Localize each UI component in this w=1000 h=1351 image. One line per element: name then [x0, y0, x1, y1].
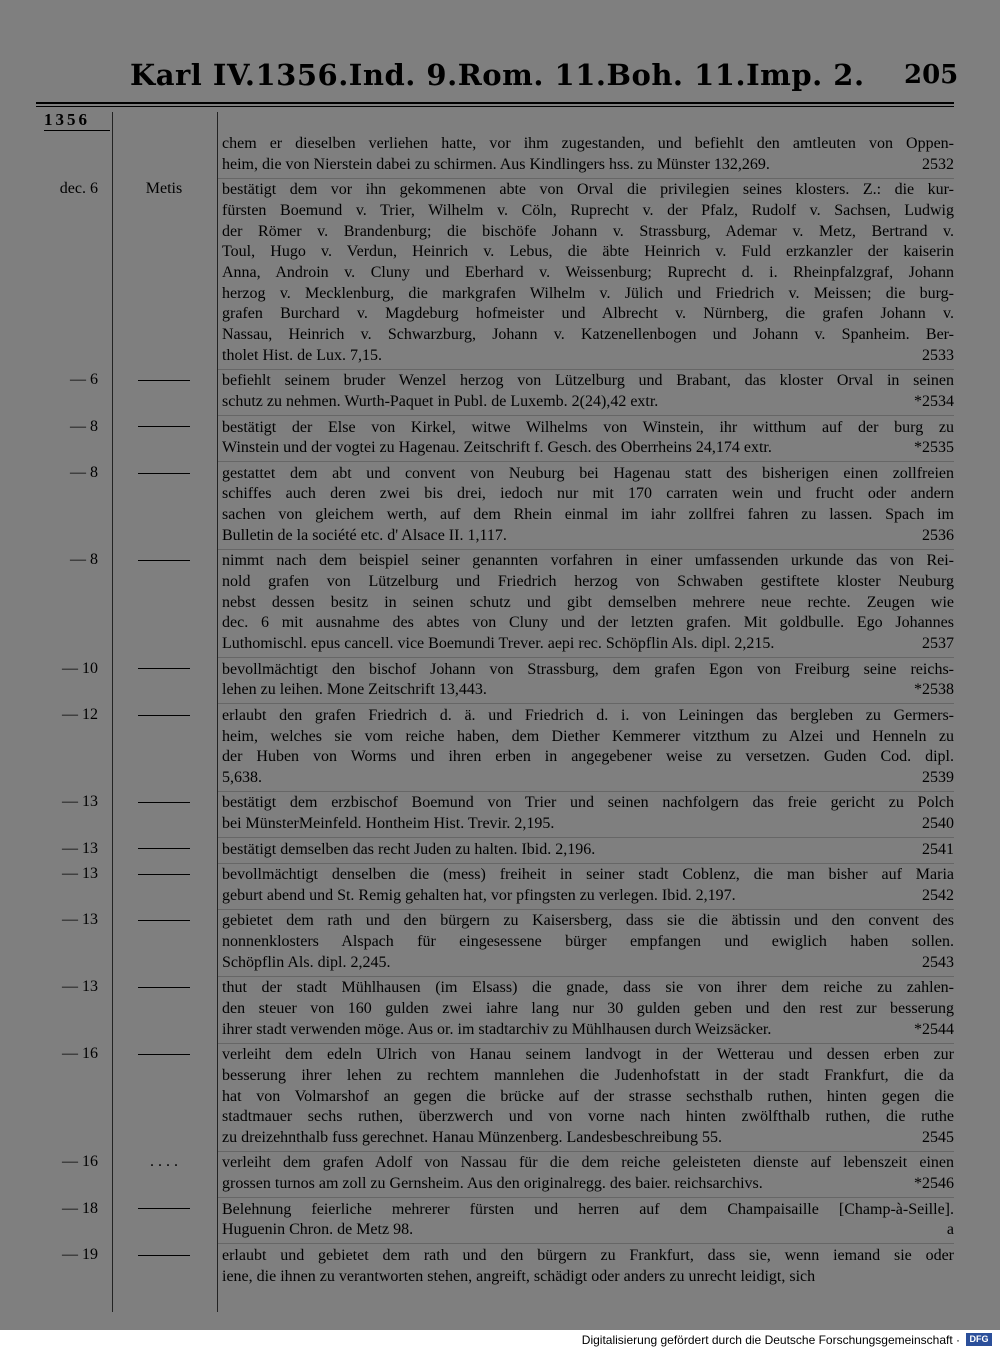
entry-text — [222, 865, 954, 906]
entry-line: Toul, Hugo v. Verdun, Heinrich v. Lebus, die äbte Heinrich v. Fuld erzkanzler der kaiserin — [222, 243, 954, 261]
entry-place — [118, 706, 210, 724]
entry-date: — 12 — [62, 705, 98, 723]
entry-place — [118, 551, 210, 569]
entry-separator — [218, 549, 954, 550]
entry-line: den steuer von 160 gulden zwei iahre lang nur 30 gulden geben und den rest zur besserung — [222, 999, 954, 1017]
entry-line: stadtmauer sechs ruthen, überzwerch und von vorne nach hinten zwölfthalb ruthen, die ruthe — [222, 1108, 954, 1126]
entry-text — [222, 706, 954, 789]
page-header — [0, 58, 1000, 98]
entry-place: . . . . — [150, 1153, 178, 1171]
entry-text — [222, 134, 954, 175]
entry-separator — [218, 909, 954, 910]
entry-line: hat von Volmarshof an gegen die brücke auf der strasse sechsthalb ruthen, hinten gegen die — [222, 1087, 954, 1105]
column-divider-date — [112, 112, 113, 1312]
entry-place — [118, 418, 210, 436]
ditto-dash — [138, 1255, 190, 1256]
entry-text — [222, 180, 954, 366]
entry-line: gestattet dem abt und convent von Neuburg bei Hagenau statt des bisherigen einen zollfreien — [222, 464, 954, 482]
entry-date: — 16 — [62, 1153, 98, 1171]
entry-line: Luthomischl. epus cancell. vice Boemundi Trever. aepi rec. Schöpflin Als. dipl. 2,215. 2537 — [222, 635, 954, 653]
entry-place — [118, 1200, 210, 1218]
entry-place — [118, 1045, 210, 1063]
entry-line: verleiht dem edeln Ulrich von Hanau seinem landvogt in der Wetterau und dessen erben zur — [222, 1046, 954, 1064]
entry-line: grossen turnos am zoll zu Gernsheim. Aus den originalregg. des baier. reichsarchivs. *2546 — [222, 1175, 954, 1193]
ditto-dash — [138, 560, 190, 561]
entry-text — [222, 840, 954, 861]
entry-date: — 13 — [62, 865, 98, 883]
entry-date: — 10 — [62, 659, 98, 677]
entry-separator — [218, 791, 954, 792]
entry-line: heim, welches sie vom reiche haben, dem Diether Kemmerer vitzthum zu Alzei und Henneln zu — [222, 727, 954, 745]
title-part: Rom. 11. — [457, 58, 607, 92]
entry-place — [118, 911, 210, 929]
entry-text — [222, 978, 954, 1040]
entry-line: grafen Burchard v. Magdeburg hofmeister und Albrecht v. Nürnberg, die grafen Johann v. — [222, 305, 954, 323]
entry-line: heim, die von Nierstein dabei zu schirmen. Aus Kindlingers hss. zu Münster 132,269. 2532 — [222, 155, 954, 173]
entry-separator — [218, 1243, 954, 1244]
title-part: Ind. 9. — [348, 58, 458, 92]
entry-line: Belehnung feierliche mehrerer fürsten und herren auf dem Champaisaille [Champ-à-Seille]. — [222, 1200, 954, 1218]
entry-line: der Römer v. Brandenburg; die bischöfe Johann v. Strassburg, Ademar v. Metz, Bertrand v. — [222, 222, 954, 240]
entry-separator — [218, 1197, 954, 1198]
entry-line: bevollmächtigt denselben die (mess) freiheit in seiner stadt Coblenz, die man bisher auf Maria — [222, 866, 954, 884]
entry-line: bestätigt dem erzbischof Boemund von Trier und seinen nachfolgern das freie gericht zu Polch — [222, 794, 954, 812]
ditto-dash — [138, 715, 190, 716]
entry-date: — 8 — [70, 417, 98, 435]
header-rule — [36, 102, 954, 104]
entry-line: iene, die ihnen zu verantworten stehen, angreift, schädigt oder anders zu unrecht leidigt, sich — [222, 1267, 816, 1285]
entry-text — [222, 464, 954, 547]
entry-line: herzog v. Mecklenburg, die markgrafen Wilhelm v. Jülich und Friedrich v. Meissen; die burg- — [222, 284, 954, 302]
entry-place — [118, 464, 210, 482]
entry-place — [118, 793, 210, 811]
entry-place — [118, 865, 210, 883]
entry-text — [222, 1246, 954, 1287]
entry-line: schutz zu nehmen. Wurth-Paquet in Publ. de Luxemb. 2(24),42 extr. *2534 — [222, 393, 954, 410]
entry-line: zu dreizehnthalb fuss gerechnet. Hanau Münzenberg. Landesbeschreibung 55. 2545 — [222, 1128, 954, 1146]
ditto-dash — [138, 987, 190, 988]
entry-line: lehen zu leihen. Mone Zeitschrift 13,443. *2538 — [222, 681, 954, 699]
entry-line: erlaubt den grafen Friedrich d. ä. und Friedrich d. i. von Leiningen das bergleben zu Germers- — [222, 706, 954, 724]
ditto-dash — [138, 426, 190, 427]
entry-line: chem er dieselben verliehen hatte, vor ihm zugestanden, und befiehlt den amtleuten von Oppen- — [222, 135, 954, 152]
entry-text — [222, 660, 954, 701]
entry-line: nimmt nach dem beispiel seiner genannten vorfahren in einer umfassenden urkunde das von Rei- — [222, 552, 954, 570]
entry-separator — [218, 863, 954, 864]
footer-credit: Digitalisierung gefördert durch die Deutsche Forschungsgemeinschaft · — [581, 1333, 960, 1347]
entry-place: Metis — [145, 180, 183, 198]
ditto-dash — [138, 920, 190, 921]
entry-line: tholet Hist. de Lux. 7,15. 2533 — [222, 346, 954, 364]
entry-place — [118, 371, 210, 389]
entry-line: schiffes auch deren zwei bis drei, iedoch nur mit 170 carraten wein und frucht oder andern — [222, 485, 954, 503]
entry-place — [118, 978, 210, 996]
entry-line: dec. 6 mit ausnahme des abtes von Cluny und der letzten grafen. Mit goldbulle. Ego Johannes — [222, 614, 954, 632]
entry-line: bestätigt der Else von Kirkel, witwe Wilhelms von Winstein, ihr witthum auf der burg zu — [222, 418, 954, 436]
ditto-dash — [138, 802, 190, 803]
entry-line: nold grafen von Lützelburg und Friedrich herzog von Schwaben gestiftete kloster Neuburg — [222, 573, 954, 590]
ditto-dash — [138, 1208, 190, 1209]
entry-separator — [218, 369, 954, 370]
entry-line: verleiht dem grafen Adolf von Nassau für die dem reiche geleisteten dienste auf lebenszeit einen — [222, 1154, 954, 1172]
entry-line: nebst dessen besitz in seinen schutz und gibt demselben mehrere neue rechte. Zeugen wie — [222, 593, 954, 611]
entry-separator — [218, 703, 954, 704]
entry-text — [222, 371, 954, 412]
entry-line: bestätigt demselben das recht Juden zu halten. Ibid. 2,196. 2541 — [222, 840, 954, 858]
entry-place — [118, 1246, 210, 1264]
entry-line: besserung ihrer lehen zu rechtem mannlehen die Judenhofstatt in der stadt Frankfurt, die da — [222, 1066, 954, 1084]
ditto-dash — [138, 668, 190, 669]
ditto-dash — [138, 380, 190, 381]
entry-line: Winstein und der vogtei zu Hagenau. Zeitschrift f. Gesch. des Oberrheins 24,174 extr. *2535 — [222, 439, 954, 457]
dfg-logo-icon: DFG — [966, 1333, 992, 1346]
entry-date: — 13 — [62, 911, 98, 929]
ditto-dash — [138, 874, 190, 875]
entry-separator — [218, 461, 954, 462]
entry-text — [222, 911, 954, 973]
entry-line: Schöpflin Als. dipl. 2,245. 2543 — [222, 953, 954, 971]
entry-line: nonnenklosters Alspach für eingesessene bürger empfangen und ewiglich haben sollen. — [222, 933, 954, 950]
entry-separator — [218, 837, 954, 838]
entry-date: — 8 — [70, 551, 98, 569]
footer-bar — [0, 1330, 1000, 1351]
entry-line: thut der stadt Mühlhausen (im Elsass) die gnade, dass sie von ihrer dem reiche zu zahlen- — [222, 979, 954, 997]
entry-text — [222, 793, 954, 834]
entry-text — [222, 1153, 954, 1194]
entry-place — [118, 840, 210, 858]
entry-line: Nassau, Heinrich v. Schwarzburg, Johann v. Katzenellenbogen und Johann v. Spanheim. Ber- — [222, 326, 954, 344]
entry-date: — 18 — [62, 1199, 98, 1217]
entry-line: gebietet dem rath und den bürgern zu Kaisersberg, dass sie die äbtissin und den convent des — [222, 912, 954, 930]
ditto-dash — [138, 1054, 190, 1055]
entry-text — [222, 551, 954, 655]
entry-text — [222, 1200, 954, 1241]
entry-text — [222, 418, 954, 459]
ditto-dash — [138, 848, 190, 849]
entry-line: fürsten Boemund v. Trier, Wilhelm v. Cöln, Ruprecht v. der Pfalz, Rudolf v. Sachsen, Ludwig — [222, 201, 954, 219]
entry-line: ihrer stadt verwenden möge. Aus or. im stadtarchiv zu Mühlhausen durch Weizsäcker. *2544 — [222, 1020, 954, 1038]
entry-date: dec. 6 — [59, 180, 98, 198]
entry-separator — [218, 415, 954, 416]
entry-line: Bulletin de la société etc. d' Alsace II. 1,117. 2536 — [222, 526, 954, 544]
entry-line: Anna, Androin v. Cluny und Eberhard v. Weissenburg; Ruprecht d. i. Rheinpfalzgraf, Johann — [222, 264, 954, 281]
entry-date: — 13 — [62, 978, 98, 996]
entry-line: 5,638. 2539 — [222, 768, 954, 786]
entry-text — [222, 1045, 954, 1149]
entry-place — [118, 660, 210, 678]
entry-date: — 13 — [62, 839, 98, 857]
entry-separator — [218, 1151, 954, 1152]
entry-date: — 8 — [70, 463, 98, 481]
entry-date: — 16 — [62, 1045, 98, 1063]
entry-line: bei MünsterMeinfeld. Hontheim Hist. Trevir. 2,195. 2540 — [222, 815, 954, 833]
entry-line: bestätigt dem vor ihn gekommenen abte von Orval die privilegien seines klosters. Z.: die kur- — [222, 181, 954, 199]
entry-line: befiehlt seinem bruder Wenzel herzog von Lützelburg und Brabant, das kloster Orval in seinen — [222, 372, 954, 390]
entry-separator — [218, 657, 954, 658]
entry-date: — 19 — [62, 1245, 98, 1263]
header-rule-thin — [36, 106, 954, 107]
title-part: 1356. — [255, 58, 349, 92]
entry-line: der Huben von Worms und ihren erben in angegebener weise zu versetzen. Guden Cod. dipl. — [222, 748, 954, 766]
title-part: Imp. 2. — [746, 58, 865, 92]
ditto-dash — [138, 473, 190, 474]
entry-date: — 13 — [62, 793, 98, 811]
running-title — [130, 58, 865, 92]
entry-line: erlaubt und gebietet dem rath und den bürgern zu Frankfurt, dass sie, wenn iemand sie oder — [222, 1246, 954, 1264]
entry-date: — 6 — [70, 371, 98, 389]
year-label: 1356 — [44, 110, 110, 131]
title-part: Karl IV. — [130, 58, 256, 92]
entry-separator — [218, 178, 954, 179]
entry-separator — [218, 1043, 954, 1044]
column-divider-place — [217, 112, 218, 1312]
title-part: Boh. 11. — [606, 58, 747, 92]
entry-line: Huguenin Chron. de Metz 98. a — [222, 1221, 954, 1239]
entry-line: geburt abend und St. Remig gehalten hat, vor pfingsten zu verlegen. Ibid. 2,197. 2542 — [222, 886, 954, 904]
entry-separator — [218, 976, 954, 977]
entry-line: sachen von gleichem werth, auf dem Rhein einmal im iahr zollfrei fahren zu lassen. Spach im — [222, 506, 954, 524]
entry-line: bevollmächtigt den bischof Johann von Strassburg, dem grafen Egon von Freiburg seine reichs- — [222, 660, 954, 678]
page-number: 205 — [904, 60, 959, 90]
